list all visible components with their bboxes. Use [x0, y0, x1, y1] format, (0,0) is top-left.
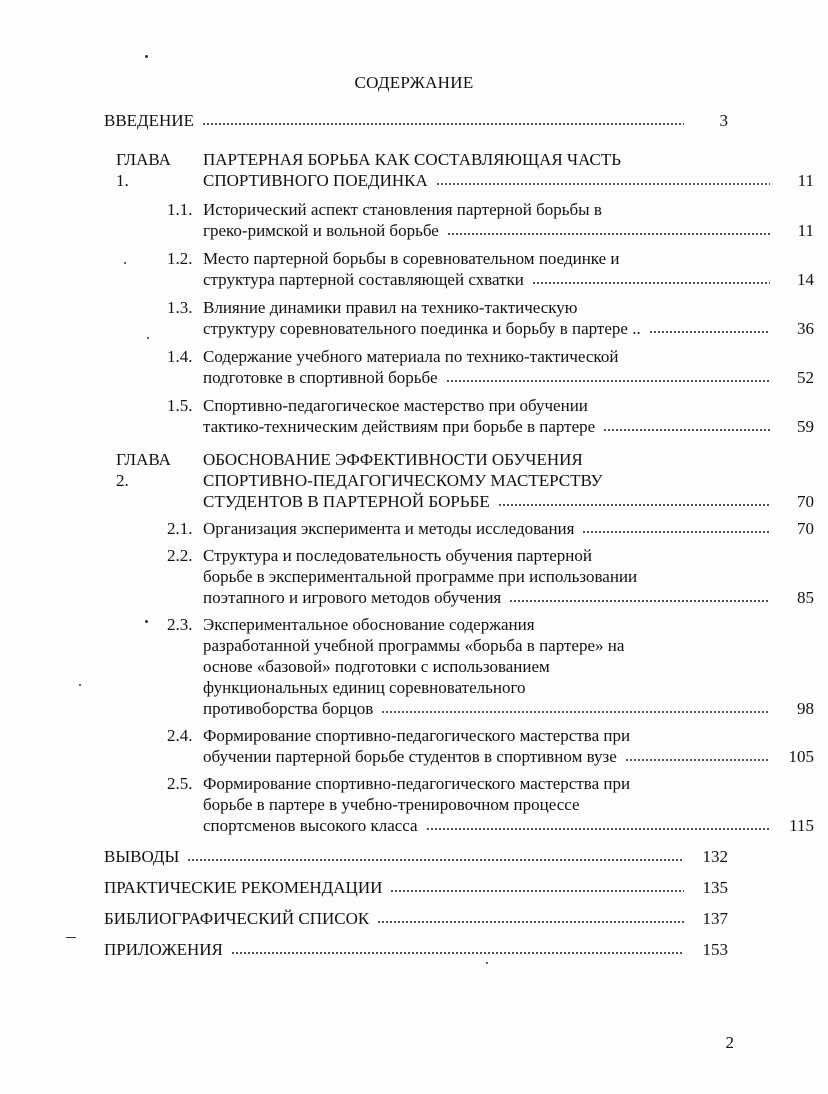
toc-entry-text: подготовке в спортивной борьбе — [203, 368, 438, 387]
toc-entry-text: тактико-техническим действиям при борьбе в партере — [203, 417, 596, 436]
toc-entry-label: 2.5. — [167, 774, 193, 793]
dot-leader — [390, 889, 684, 893]
toc-entry-text: Спортивно-педагогическое мастерство при обучении — [203, 396, 588, 415]
toc-entry — [167, 199, 814, 241]
toc-entry-page: 52 — [797, 368, 814, 387]
dot-leader — [509, 599, 770, 603]
dot-leader — [231, 951, 684, 955]
table-of-contents — [0, 110, 814, 960]
toc-entry-page: 135 — [702, 878, 728, 897]
dot-leader — [532, 281, 770, 285]
toc-entry-text: ПРАКТИЧЕСКИЕ РЕКОМЕНДАЦИИ — [104, 878, 383, 897]
scan-speck — [124, 262, 126, 264]
toc-entry — [104, 846, 791, 867]
toc-entry — [104, 908, 791, 929]
toc-entry-page: 105 — [788, 747, 814, 766]
toc-entry-text: Структура и последовательность обучения партерной — [203, 546, 592, 565]
toc-entry-page: 11 — [797, 221, 814, 240]
dot-leader — [381, 710, 770, 714]
toc-entry-label: 2.4. — [167, 726, 193, 745]
dot-leader — [446, 379, 770, 383]
toc-entry — [167, 518, 814, 539]
toc-entry — [116, 449, 814, 512]
toc-entry-label: 2.2. — [167, 546, 193, 565]
toc-entry — [104, 939, 791, 960]
toc-entry — [104, 110, 791, 131]
toc-entry-page: 70 — [797, 492, 814, 511]
toc-entry-text: борьбе в экспериментальной программе при использовании — [203, 567, 638, 586]
toc-entry — [104, 877, 791, 898]
toc-entry-label: ГЛАВА 1. — [116, 150, 171, 190]
toc-entry-label: 1.3. — [167, 298, 193, 317]
toc-entry — [167, 297, 814, 339]
toc-entry-text: ПРИЛОЖЕНИЯ — [104, 940, 223, 959]
toc-entry-page: 115 — [789, 816, 814, 835]
toc-entry-text: ОБОСНОВАНИЕ ЭФФЕКТИВНОСТИ ОБУЧЕНИЯ — [203, 450, 583, 469]
toc-entry-page: 132 — [702, 847, 728, 866]
toc-entry-page: 3 — [719, 111, 728, 130]
toc-entry-text: ВЫВОДЫ — [104, 847, 180, 866]
scan-speck — [486, 962, 488, 964]
toc-entry-text: Влияние динамики правил на технико-тактическую — [203, 298, 578, 317]
toc-entry-text: СТУДЕНТОВ В ПАРТЕРНОЙ БОРЬБЕ — [203, 492, 490, 511]
toc-entry-label: 1.4. — [167, 347, 193, 366]
toc-entry — [167, 725, 814, 767]
toc-entry — [116, 149, 814, 191]
dot-leader — [498, 503, 770, 507]
toc-entry-text: СПОРТИВНО-ПЕДАГОГИЧЕСКОМУ МАСТЕРСТВУ — [203, 471, 603, 490]
toc-entry-page: 11 — [797, 171, 814, 190]
toc-entry-text: Формирование спортивно-педагогического мастерства при — [203, 774, 631, 793]
toc-entry-text: функциональных единиц соревновательного — [203, 678, 526, 697]
dot-leader — [603, 428, 770, 432]
toc-entry-page: 14 — [797, 270, 814, 289]
toc-entry-page: 153 — [702, 940, 728, 959]
toc-entry-text: структура партерной составляющей схватки — [203, 270, 524, 289]
toc-entry-page: 59 — [797, 417, 814, 436]
toc-entry-text: разработанной учебной программы «борьба в партере» на — [203, 636, 625, 655]
toc-entry-label: 1.1. — [167, 200, 193, 219]
dot-leader — [436, 182, 770, 186]
toc-entry — [167, 614, 814, 719]
toc-entry-text: СПОРТИВНОГО ПОЕДИНКА — [203, 171, 428, 190]
toc-entry — [167, 773, 814, 836]
toc-entry-text: Экспериментальное обоснование содержания — [203, 615, 535, 634]
toc-entry-label: 2.3. — [167, 615, 193, 634]
toc-entry-page: 85 — [797, 588, 814, 607]
scan-speck — [145, 55, 148, 58]
toc-entry-text: спортсменов высокого класса — [203, 816, 418, 835]
scan-speck — [145, 620, 148, 623]
dot-leader — [649, 330, 770, 334]
toc-entry-text: борьбе в партере в учебно-тренировочном процессе — [203, 795, 580, 814]
page-number: 2 — [725, 1033, 734, 1052]
dot-leader — [187, 858, 684, 862]
scan-speck — [147, 337, 149, 339]
scan-speck — [66, 937, 76, 938]
toc-entry-text: Место партерной борьбы в соревновательном поединке и — [203, 249, 620, 268]
dot-leader — [377, 920, 684, 924]
toc-entry-text: противоборства борцов — [203, 699, 374, 718]
dot-leader — [426, 827, 770, 831]
toc-entry-text: БИБЛИОГРАФИЧЕСКИЙ СПИСОК — [104, 909, 370, 928]
toc-entry-label: 1.2. — [167, 249, 193, 268]
toc-entry — [167, 545, 814, 608]
toc-entry-text: обучении партерной борьбе студентов в спортивном вузе — [203, 747, 617, 766]
toc-entry-label: ГЛАВА 2. — [116, 450, 171, 490]
toc-entry-text: греко-римской и вольной борьбе — [203, 221, 439, 240]
toc-entry-page: 70 — [797, 519, 814, 538]
scan-speck — [79, 684, 81, 686]
toc-entry-text: структуру соревновательного поединка и борьбу в партере .. — [203, 319, 641, 338]
toc-entry — [167, 346, 814, 388]
dot-leader — [447, 232, 770, 236]
toc-entry-text: Организация эксперимента и методы исследования — [203, 519, 575, 538]
toc-entry-text: Формирование спортивно-педагогического мастерства при — [203, 726, 631, 745]
toc-entry — [167, 248, 814, 290]
toc-entry-text: Исторический аспект становления партерной борьбы в — [203, 200, 602, 219]
toc-entry-page: 36 — [797, 319, 814, 338]
page-title: СОДЕРЖАНИЕ — [354, 73, 474, 92]
dot-leader — [625, 758, 770, 762]
toc-entry-text: поэтапного и игрового методов обучения — [203, 588, 502, 607]
toc-entry-label: 2.1. — [167, 519, 193, 538]
toc-entry-text: ПАРТЕРНАЯ БОРЬБА КАК СОСТАВЛЯЮЩАЯ ЧАСТЬ — [203, 150, 621, 169]
toc-entry — [167, 395, 814, 437]
toc-entry-page: 137 — [702, 909, 728, 928]
toc-entry-text: ВВЕДЕНИЕ — [104, 111, 194, 130]
toc-entry-text: Содержание учебного материала по технико-тактической — [203, 347, 619, 366]
toc-entry-page: 98 — [797, 699, 814, 718]
toc-entry-label: 1.5. — [167, 396, 193, 415]
toc-entry-text: основе «базовой» подготовки с использованием — [203, 657, 550, 676]
dot-leader — [582, 530, 770, 534]
dot-leader — [202, 122, 684, 126]
